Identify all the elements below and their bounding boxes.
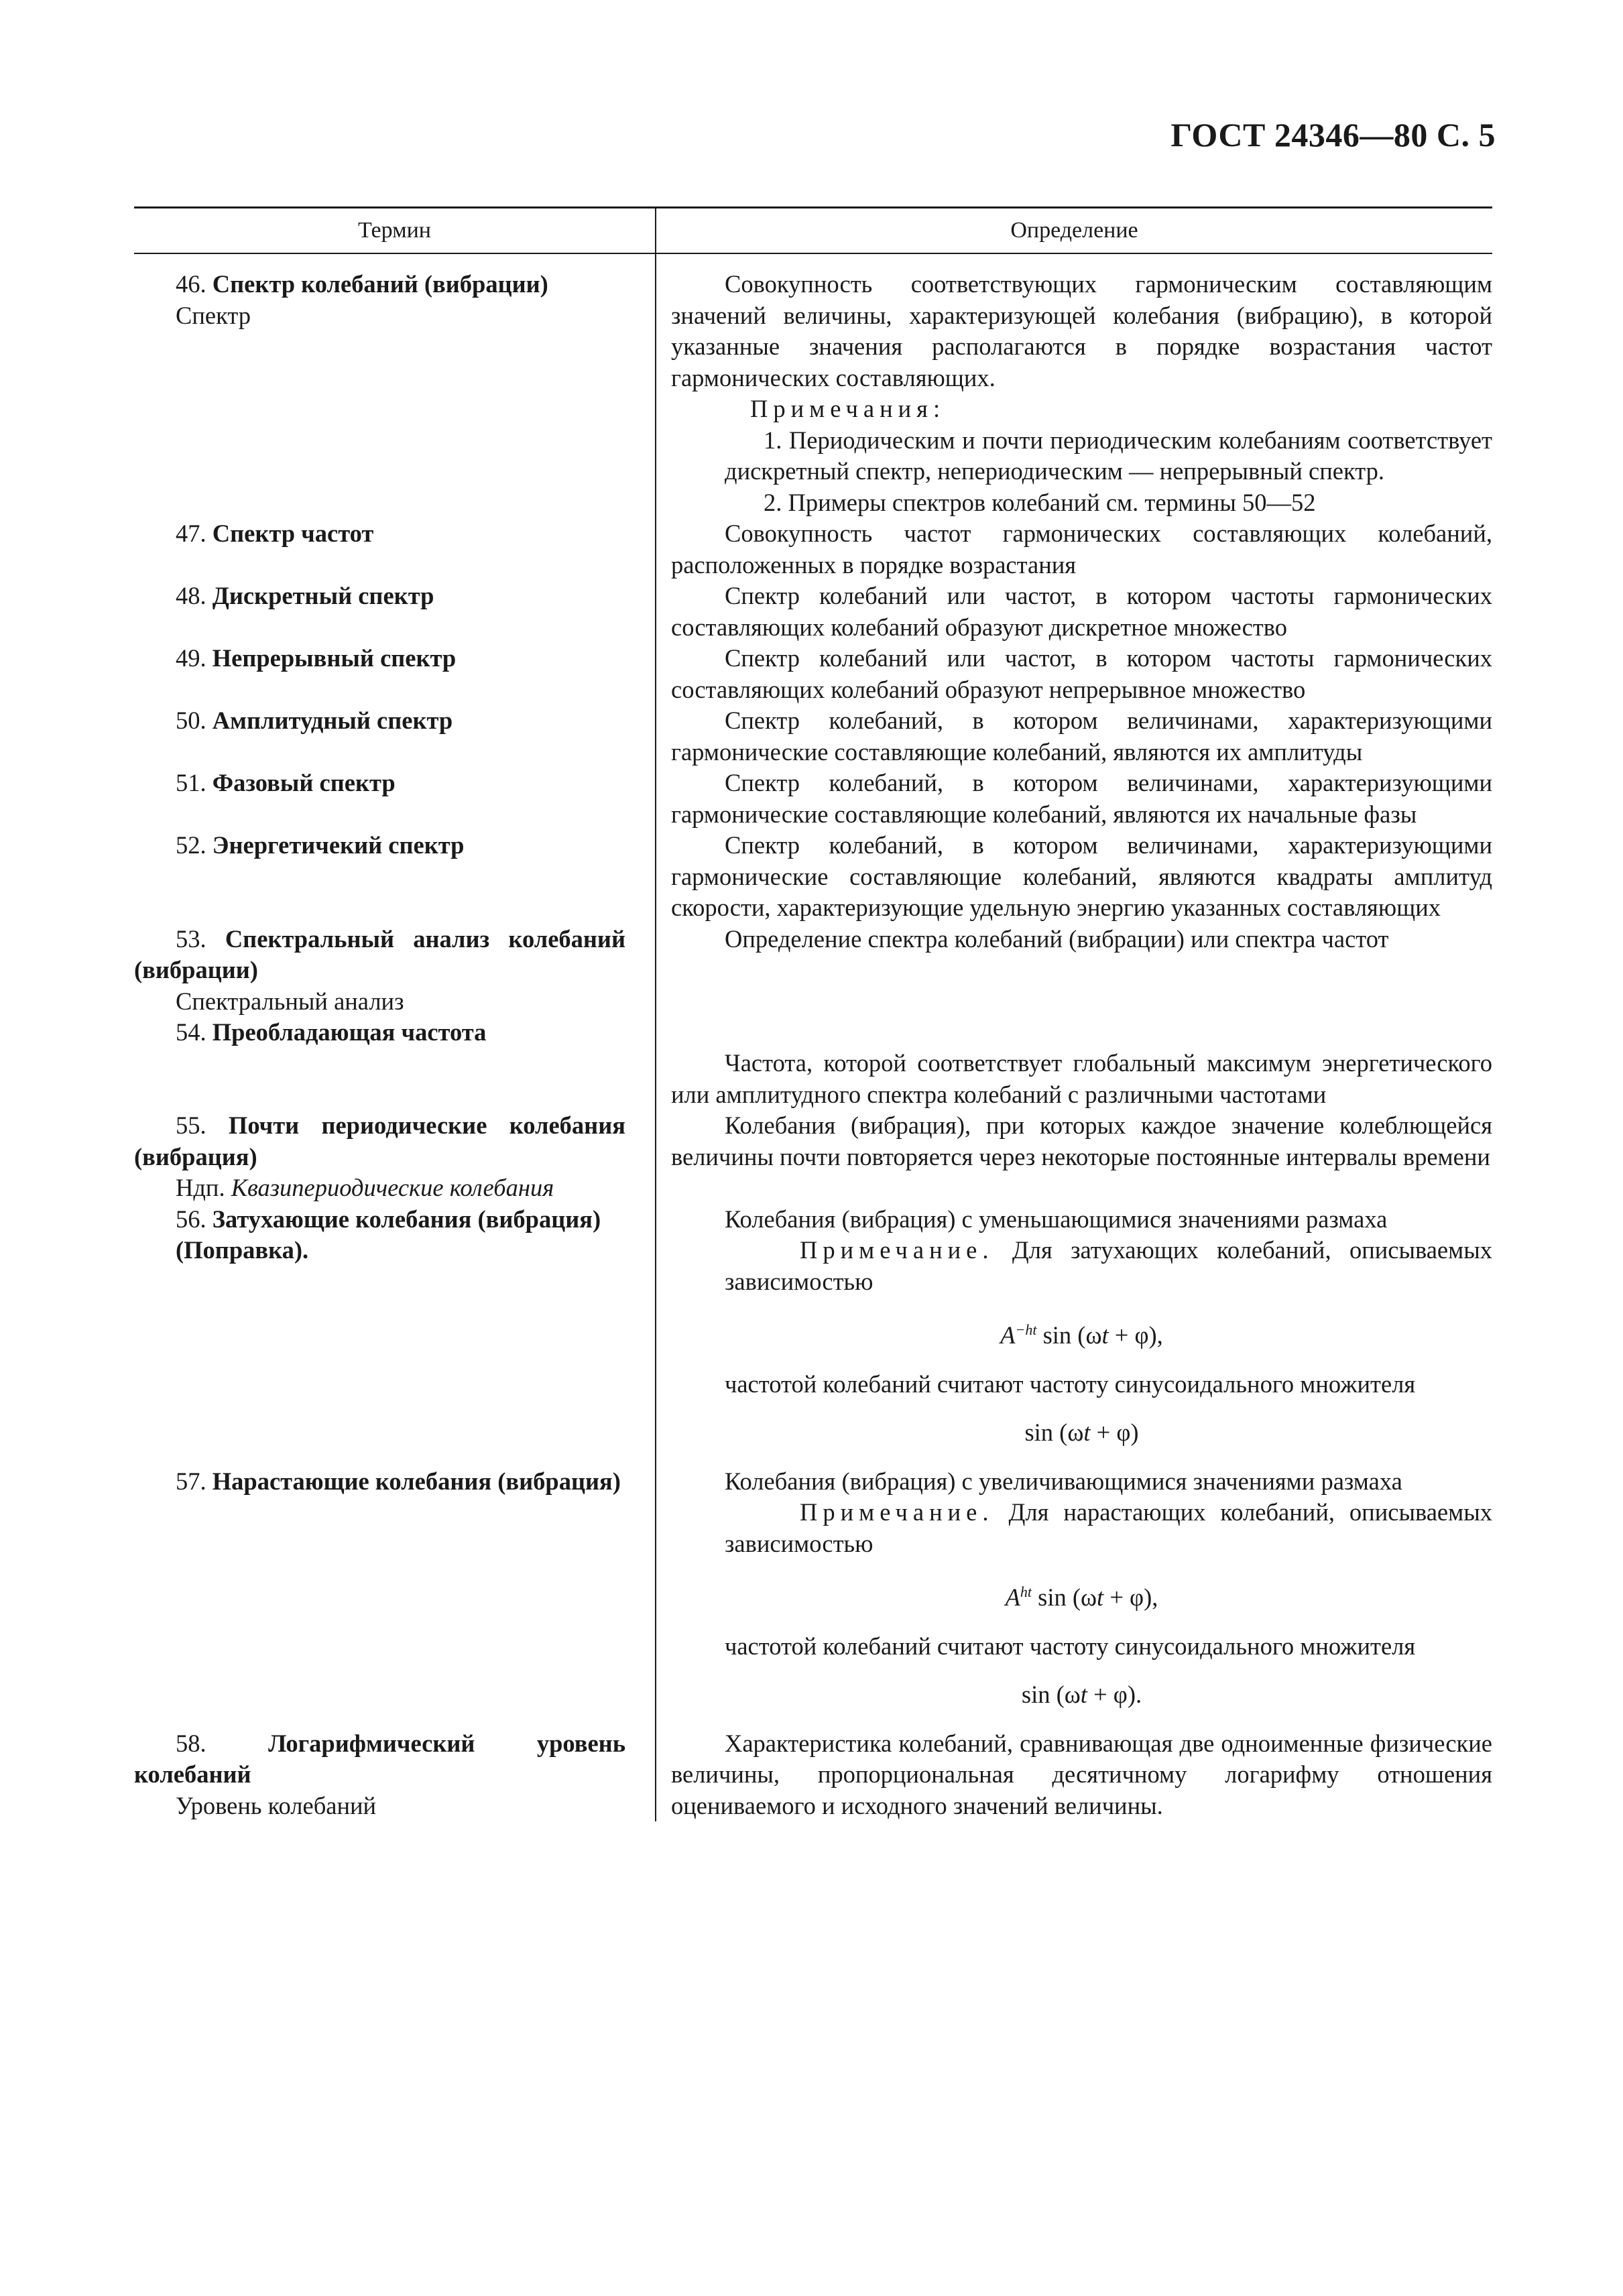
term-number: 51. (176, 769, 206, 796)
term-cell (134, 768, 656, 830)
table-row (134, 1110, 1492, 1204)
column-header-term: Термин (134, 208, 656, 254)
note-label: Примечание. (800, 1236, 994, 1264)
term-cell (134, 830, 656, 924)
definition-text: Колебания (вибрация) с увеличивающимися значениями размаха (725, 1467, 1402, 1495)
formula: sin (ωt + φ). (1021, 1681, 1142, 1709)
note (671, 1235, 1492, 1297)
term-name: Логарифмический уровень колебаний (134, 1729, 625, 1789)
definition-cell (656, 518, 1492, 581)
formula: sin (ωt + φ) (1024, 1418, 1139, 1447)
term-number: 46. (176, 270, 206, 298)
table-row (134, 830, 1492, 924)
definition-text: Спектр колебаний или частот, в котором частоты гармонических составляющих колебаний образуют дискретное множество (671, 582, 1492, 641)
term-name: Фазовый спектр (212, 769, 396, 796)
table-row (134, 705, 1492, 768)
term-number: 48. (176, 582, 206, 609)
term-number: 49. (176, 644, 206, 672)
definition-text: Совокупность соответствующих гармоническим составляющим значений величины, характеризующей колебания (вибрацию), в которой указанные значения располагаются в порядке возрастания частот гармонических составляющих. (671, 270, 1492, 391)
definition-cell (656, 768, 1492, 830)
term-synonym: Уровень колебаний (176, 1791, 377, 1819)
term-number: 50. (176, 707, 206, 734)
term-name: Нарастающие колебания (вибрация) (212, 1467, 621, 1495)
term-synonym-prefix: Ндп. (176, 1174, 225, 1201)
formula: $A^{ht}$ sin (ωt + φ), (1005, 1583, 1158, 1612)
table-row (134, 1728, 1492, 1822)
definition-cell (656, 1017, 1492, 1110)
term-cell (134, 1017, 656, 1110)
definition-text: Совокупность частот гармонических составляющих колебаний, расположенных в порядке возрастания (671, 520, 1492, 579)
definition-cell (656, 1728, 1492, 1822)
term-name: Дискретный спектр (212, 582, 434, 609)
definition-cell (656, 705, 1492, 768)
note-continuation: частотой колебаний считают частоту синусоидального множителя (725, 1632, 1416, 1660)
term-name: Энергетичекий спектр (212, 831, 465, 859)
table-row (134, 1204, 1492, 1466)
term-cell (134, 1728, 656, 1822)
term-number: 57. (176, 1467, 206, 1495)
term-synonym: Квазипериодические колебания (231, 1174, 554, 1201)
term-name: Непрерывный спектр (212, 644, 457, 672)
table-row (134, 1466, 1492, 1728)
table-row (134, 253, 1492, 518)
note (671, 1497, 1492, 1559)
note-heading: Примечания: (750, 395, 946, 422)
definition-cell (656, 1466, 1492, 1728)
term-number: 47. (176, 520, 206, 547)
definition-text: Спектр колебаний или частот, в котором частоты гармонических составляющих колебаний образуют непрерывное множество (671, 644, 1492, 703)
term-name: Амплитудный спектр (212, 707, 453, 734)
definition-cell (656, 924, 1492, 1018)
definition-text: Частота, которой соответствует глобальный максимум энергетического или амплитудного спектра колебаний с различными частотами (671, 1049, 1492, 1108)
table-row (134, 518, 1492, 581)
term-number: 52. (176, 831, 206, 859)
note-text: Для затухающих колебаний, описываемых зависимостью (725, 1236, 1493, 1295)
term-cell (134, 705, 656, 768)
note-item: 1. Периодическим и почти периодическим колебаниям соответствует дискретный спектр, непериодическим — непрерывный спектр. (725, 426, 1492, 485)
table-row (134, 924, 1492, 1018)
term-name: Затухающие колебания (вибрация) (Поправка). (176, 1205, 601, 1264)
note-continuation: частотой колебаний считают частоту синусоидального множителя (725, 1370, 1416, 1398)
column-header-definition: Определение (656, 208, 1492, 254)
table-row (134, 581, 1492, 643)
term-cell (134, 1110, 656, 1204)
definition-text: Колебания (вибрация), при которых каждое значение колеблющейся величины почти повторяется через некоторые постоянные интервалы времени (671, 1111, 1492, 1170)
table-row (134, 1017, 1492, 1110)
definition-cell (656, 830, 1492, 924)
term-name: Спектр частот (212, 520, 374, 547)
definition-cell (656, 643, 1492, 705)
term-number: 56. (176, 1205, 206, 1233)
table-row (134, 768, 1492, 830)
note-text: Для нарастающих колебаний, описываемых зависимостью (725, 1498, 1492, 1557)
term-name: Преобладающая частота (212, 1018, 487, 1046)
term-cell (134, 643, 656, 705)
definition-text: Колебания (вибрация) с уменьшающимися значениями размаха (725, 1205, 1388, 1233)
formula: $A^{-ht}$ sin (ωt + φ), (1000, 1321, 1163, 1349)
definition-cell (656, 1110, 1492, 1204)
term-cell (134, 518, 656, 581)
definition-text: Спектр колебаний, в котором величинами, характеризующими гармонические составляющие колебаний, являются квадраты амплитуд скорости, характеризующие удельную энергию указанных составляющих (671, 831, 1492, 921)
term-number: 55. (176, 1111, 206, 1139)
definition-text: Определение спектра колебаний (вибрации) или спектра частот (725, 924, 1389, 953)
term-number: 58. (176, 1729, 206, 1757)
term-cell (134, 924, 656, 1018)
table-row (134, 643, 1492, 705)
term-cell (134, 1466, 656, 1728)
definition-cell (656, 1204, 1492, 1466)
term-number: 53. (176, 924, 206, 953)
definition-text: Спектр колебаний, в котором величинами, характеризующими гармонические составляющие колебаний, являются их начальные фазы (671, 769, 1492, 828)
term-cell (134, 581, 656, 643)
term-name: Почти периодические колебания (вибрация) (134, 1111, 625, 1170)
definition-cell (656, 581, 1492, 643)
term-name: Спектр колебаний (вибрации) (212, 270, 548, 298)
term-name: Спектральный анализ колебаний (вибрации) (134, 924, 625, 983)
term-cell (134, 253, 656, 518)
page-header: ГОСТ 24346—80 С. 5 (1170, 116, 1496, 154)
definition-cell (656, 253, 1492, 518)
note-item: 2. Примеры спектров колебаний см. термины 50—52 (764, 488, 1316, 516)
term-synonym: Спектр (176, 301, 251, 329)
definition-text: Характеристика колебаний, сравнивающая две одноименные физические величины, пропорциональная десятичному логарифму отношения оцениваемого и исходного значений величины. (671, 1729, 1492, 1819)
term-number: 54. (176, 1018, 206, 1046)
term-synonym: Спектральный анализ (176, 987, 404, 1015)
definition-text: Спектр колебаний, в котором величинами, характеризующими гармонические составляющие колебаний, являются их амплитуды (671, 707, 1492, 766)
term-cell (134, 1204, 656, 1466)
terms-table (134, 206, 1492, 1821)
note-label: Примечание. (800, 1498, 994, 1526)
